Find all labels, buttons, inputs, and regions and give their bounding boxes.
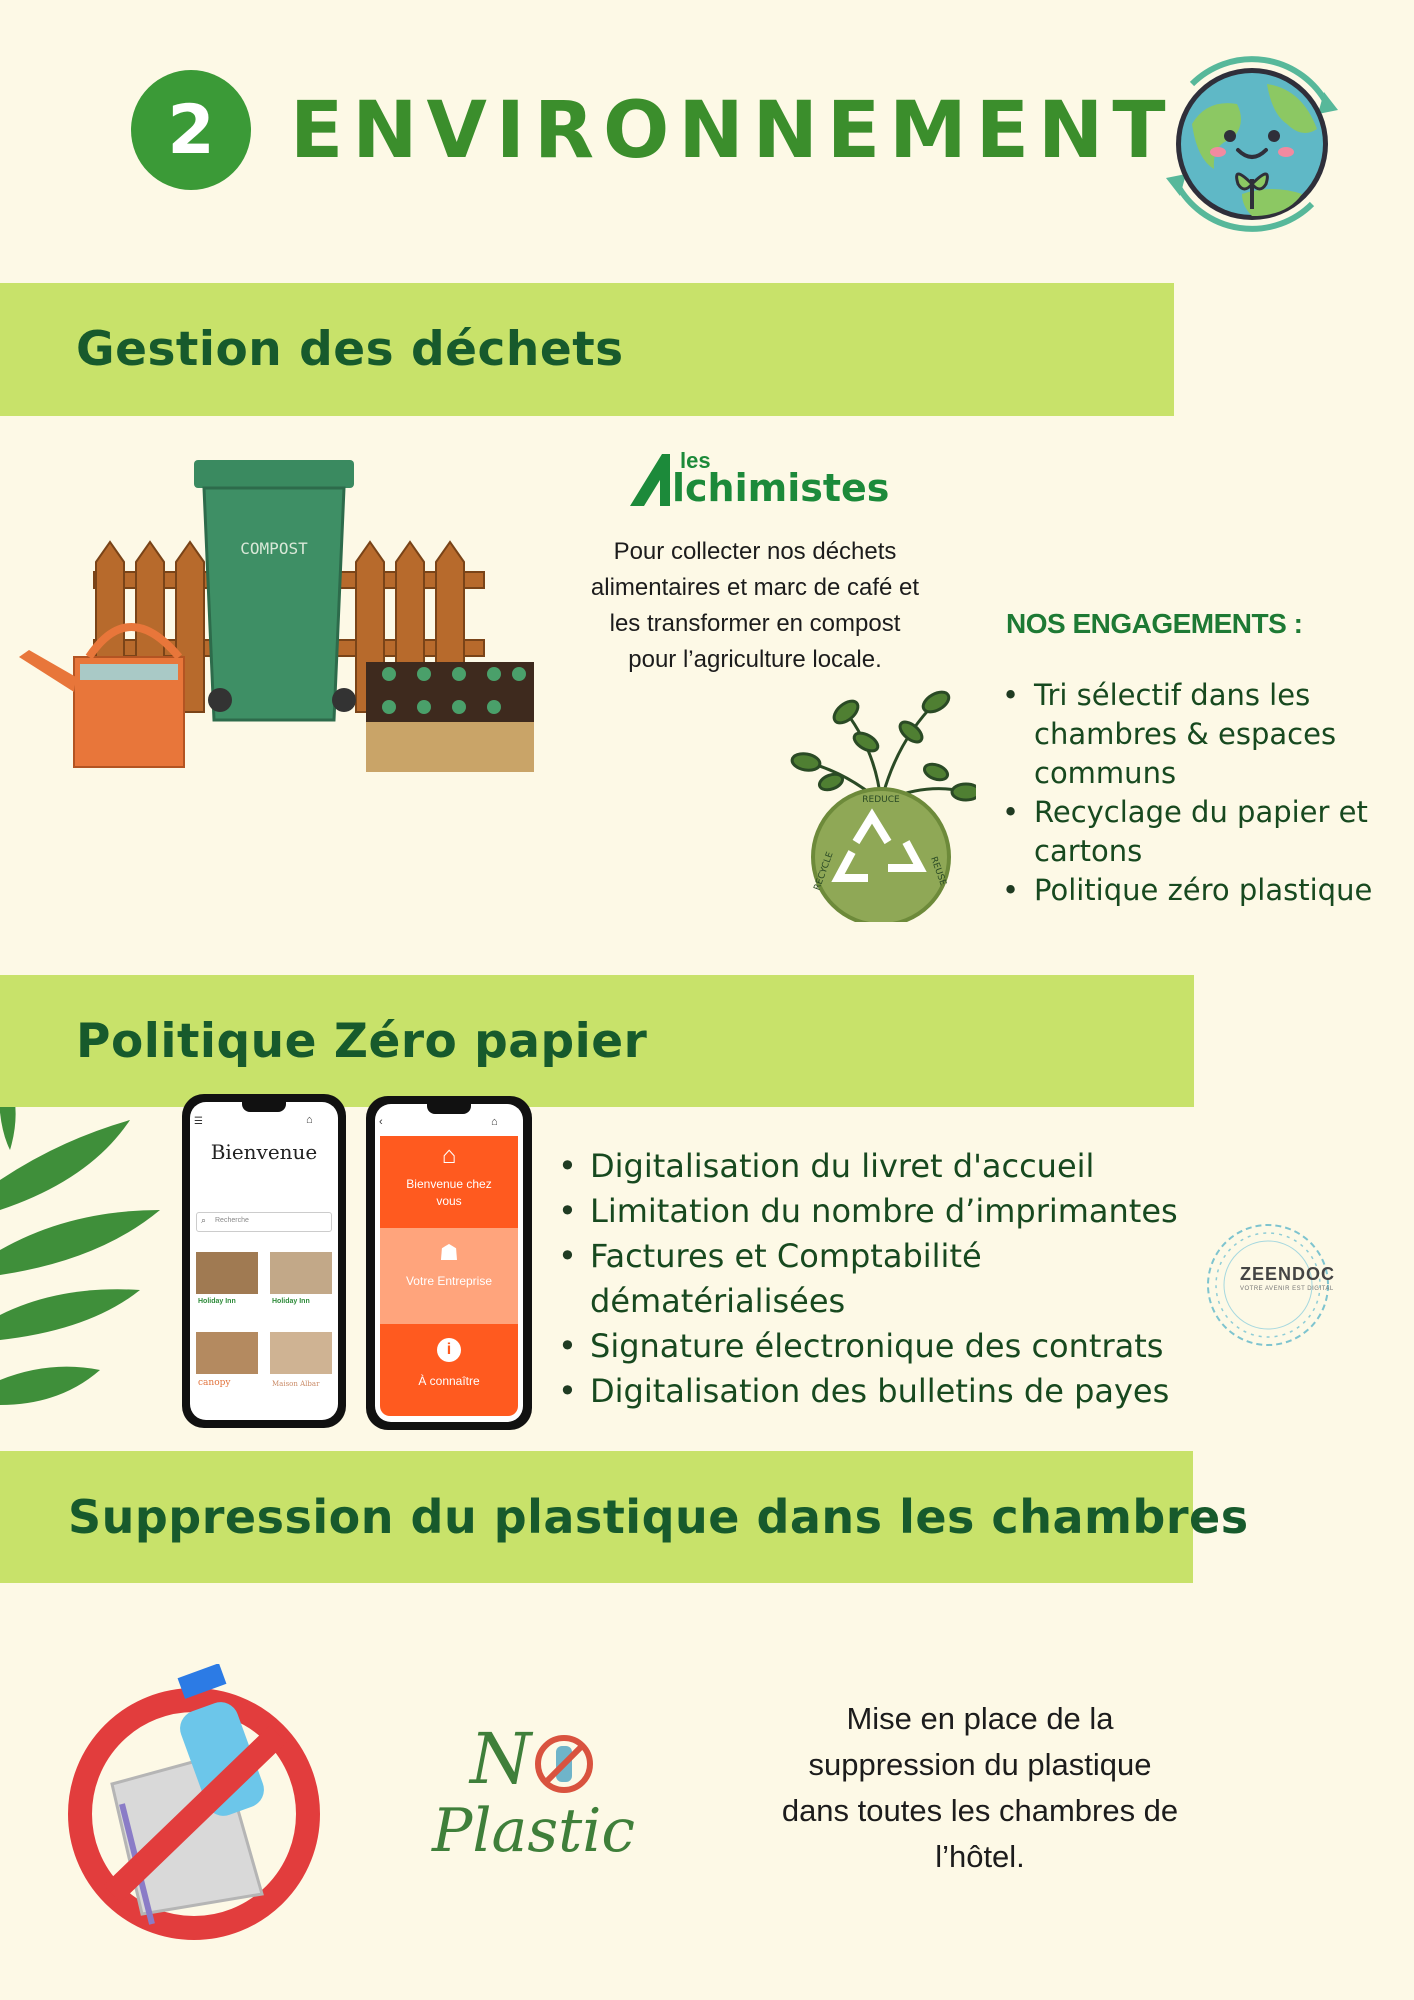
back-icon[interactable]: ‹ (379, 1116, 383, 1128)
hotel-photo[interactable] (196, 1252, 258, 1294)
svg-text:RECYCLE: RECYCLE (812, 850, 836, 892)
list-item: • Politique zéro plastique (1000, 871, 1400, 910)
phone-welcome-title: Bienvenue (210, 1140, 318, 1164)
waste-section-title: Gestion des déchets (76, 322, 624, 377)
list-item: • Factures et Comptabilité dématérialisées (556, 1234, 1206, 1324)
menu-icon[interactable]: ☰ (194, 1116, 203, 1127)
phone-mockup-welcome: ☰ ⌂ Bienvenue ⌕ Recherche Holiday Inn Holiday Inn canopy Maison Albar (182, 1094, 346, 1428)
recycle-plant-icon (786, 672, 976, 922)
list-item: • Digitalisation des bulletins de payes (556, 1369, 1206, 1414)
plastic-section-title: Suppression du plastique dans les chambres (68, 1490, 1249, 1544)
zeendoc-logo: ZEENDOC VOTRE AVENIR EST DIGITAL (1198, 1220, 1338, 1350)
fern-leaf-decoration (0, 1060, 170, 1445)
list-item: • Recyclage du papier et cartons (1000, 793, 1400, 871)
section-number-badge: 2 (131, 70, 251, 190)
tile-welcome[interactable]: ⌂ Bienvenue chez vous (380, 1136, 518, 1228)
plastic-description: Mise en place de la suppression du plastique dans toutes les chambres de l’hôtel. (781, 1701, 1179, 1874)
paper-section-header (0, 975, 1194, 1107)
list-item: • Digitalisation du livret d'accueil (556, 1144, 1206, 1189)
people-icon: ☗ (439, 1240, 459, 1265)
smiling-earth-icon (1152, 44, 1352, 244)
list-item: • Limitation du nombre d’imprimantes (556, 1189, 1206, 1234)
svg-text:REDUCE: REDUCE (862, 795, 900, 805)
list-item: • Tri sélectif dans les chambres & espaces communs (1000, 676, 1400, 793)
les-alchimistes-logo: les lchimistes (628, 448, 908, 512)
svg-text:REUSE: REUSE (928, 855, 948, 888)
list-item: • Signature électronique des contrats (556, 1324, 1206, 1369)
zeendoc-swirl-icon (1198, 1220, 1338, 1350)
hotel-photo[interactable] (270, 1252, 332, 1294)
phone-search-input[interactable]: ⌕ Recherche (196, 1212, 332, 1232)
house-icon: ⌂ (441, 1142, 457, 1169)
waste-section-header (0, 283, 1174, 416)
no-plastic-bottle-icon (62, 1664, 324, 1944)
paper-section-title: Politique Zéro papier (76, 1013, 648, 1069)
no-plastic-logo: N Plastic (432, 1718, 636, 1866)
search-icon: ⌕ (201, 1215, 207, 1225)
page-title: ENVIRONNEMENT (290, 86, 1175, 176)
info-icon: i (437, 1338, 461, 1362)
alchimistes-description: Pour collecter nos déchets alimentaires et marc de café et les transformer en compost pour l’agriculture locale. (590, 538, 920, 673)
compost-bin-label: COMPOST (240, 539, 308, 558)
paper-actions-list (556, 1144, 1206, 1414)
compost-illustration (14, 452, 534, 782)
hotel-photo[interactable] (196, 1332, 258, 1374)
tile-company[interactable]: ☗ Votre Entreprise (380, 1228, 518, 1324)
plastic-section-header (0, 1451, 1249, 1583)
home-icon[interactable]: ⌂ (491, 1116, 498, 1128)
engagements-title: NOS ENGAGEMENTS : (1006, 608, 1303, 639)
hotel-photo[interactable] (270, 1332, 332, 1374)
engagements-list (1000, 676, 1400, 910)
tile-info[interactable]: i À connaître (380, 1324, 518, 1416)
phone-mockup-menu (366, 1096, 532, 1430)
no-bottle-icon (532, 1732, 596, 1796)
home-icon[interactable]: ⌂ (306, 1114, 313, 1126)
